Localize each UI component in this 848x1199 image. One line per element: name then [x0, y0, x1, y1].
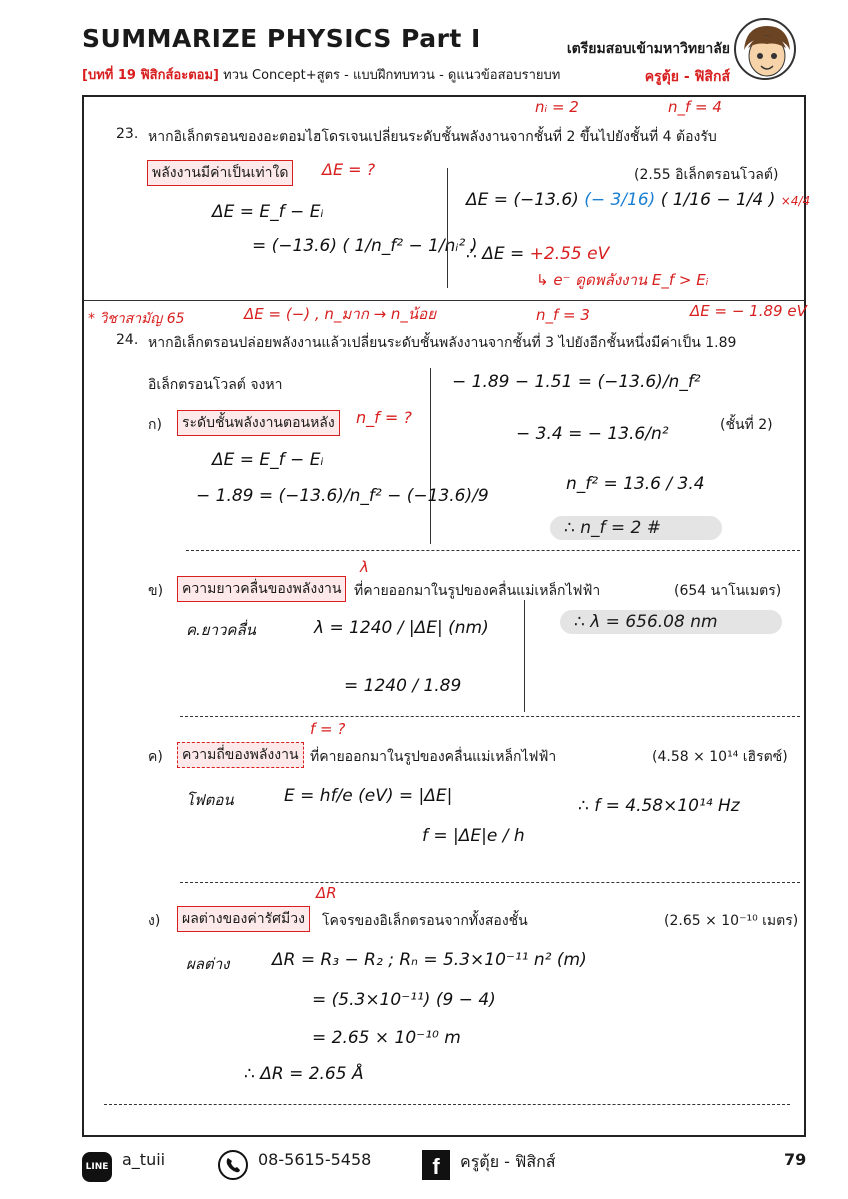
q23-answer: (2.55 อิเล็กตรอนโวลต์) — [634, 167, 779, 183]
q24a-box: ระดับชั้นพลังงานตอนหลัง — [177, 410, 340, 436]
q23-hw-r2-a: ∴ ΔE = — [466, 244, 525, 264]
page-title: SUMMARIZE PHYSICS Part I — [82, 24, 481, 53]
header-author: ครูตุ้ย - ฟิสิกส์ — [644, 69, 730, 85]
q24a-r2: − 3.4 = − 13.6/n² — [516, 424, 669, 444]
q24c-label: ค) — [148, 749, 163, 765]
hw-delta-e-q: ΔE = ? — [322, 160, 376, 179]
divider-vertical — [447, 168, 448, 288]
divider-vertical-b — [524, 600, 525, 712]
q24a-l2: − 1.89 = (−13.6)/n_f² − (−13.6)/9 — [196, 486, 489, 506]
q24d-l0: ผลต่าง — [186, 955, 230, 973]
avatar — [734, 18, 796, 80]
header-subtitle — [82, 64, 560, 85]
q24c-answer: (4.58 × 10¹⁴ เฮิรตซ์) — [652, 749, 788, 765]
hw-ni: nᵢ = 2 — [535, 98, 579, 116]
q24c-result: ∴ f = 4.58×10¹⁴ Hz — [578, 796, 740, 816]
q23-hw-r1 — [466, 190, 810, 210]
q24d-l4: ∴ ΔR = 2.65 Å — [244, 1064, 364, 1084]
q24a-hw-q: n_f = ? — [356, 408, 412, 427]
q23-number: 23. — [116, 126, 139, 142]
q24a-result: ∴ n_f = 2 # — [550, 516, 722, 540]
q24d-l3: = 2.65 × 10⁻¹⁰ m — [312, 1028, 461, 1048]
cartoon-face-icon — [736, 20, 796, 80]
q24b-l1: λ = 1240 / |ΔE| (nm) — [314, 618, 489, 638]
q24c-text: ที่คายออกมาในรูปของคลื่นแม่เหล็กไฟฟ้า — [310, 749, 557, 765]
facebook-icon: f — [422, 1150, 450, 1180]
q24b-text: ที่คายออกมาในรูปของคลื่นแม่เหล็กไฟฟ้า — [354, 583, 601, 599]
q24a-answer: (ชั้นที่ 2) — [720, 417, 773, 433]
q24a-l1: ΔE = E_f − Eᵢ — [212, 450, 324, 470]
q24d-hw-q: ΔR — [316, 884, 337, 902]
q24c-l1: E = hf/e (eV) = |ΔE| — [284, 786, 453, 806]
section-separator — [84, 300, 804, 301]
q23-hw-r2-red: +2.55 eV — [529, 244, 610, 264]
note-right: ΔE = − 1.89 eV — [690, 302, 807, 320]
line-id: a_tuii — [122, 1150, 166, 1169]
q23-text: หากอิเล็กตรอนของอะตอมไฮโดรเจนเปลี่ยนระดับชั้นพลังงานจากชั้นที่ 2 ขึ้นไปยังชั้นที่ 4 ต้องรับ — [148, 129, 717, 145]
line-icon: LINE — [82, 1152, 112, 1182]
q24d-answer: (2.65 × 10⁻¹⁰ เมตร) — [664, 913, 799, 929]
q24a-r1: − 1.89 − 1.51 = (−13.6)/n_f² — [452, 372, 701, 392]
q24a-label: ก) — [148, 417, 162, 433]
q23-hw-line1: ΔE = E_f − Eᵢ — [212, 202, 324, 222]
q24b-box: ความยาวคลื่นของพลังงาน — [177, 576, 346, 602]
q24d-label: ง) — [148, 913, 161, 929]
q24d-l2: = (5.3×10⁻¹¹) (9 − 4) — [312, 990, 496, 1010]
q24-text: หากอิเล็กตรอนปล่อยพลังงานแล้วเปลี่ยนระดับชั้นพลังงานจากชั้นที่ 3 ไปยังอีกชั้นหนึ่งมีค่าเป็น 1.89 — [148, 335, 737, 351]
q24b-result: ∴ λ = 656.08 nm — [560, 610, 782, 634]
q24d-box: ผลต่างของค่ารัศมีวง — [177, 906, 310, 932]
q24b-hw-lambda: λ — [360, 558, 369, 576]
dashed-divider-3 — [180, 882, 800, 883]
header-right-title: เตรียมสอบเข้ามหาวิทยาลัย — [566, 41, 730, 57]
q24a-r3: n_f² = 13.6 / 3.4 — [566, 474, 705, 494]
subtitle-text: ทวน Concept+สูตร - แบบฝึกทบทวน - ดูแนวข้อสอบรายบท — [223, 68, 561, 83]
q23-hw-line2: = (−13.6) ( 1/n_f² − 1/nᵢ² ) — [252, 236, 478, 256]
phone-icon — [218, 1150, 248, 1180]
q23-hw-r3: ↳ e⁻ ดูดพลังงาน E_f > Eᵢ — [536, 271, 709, 289]
q24c-l0: โฟตอน — [186, 791, 234, 809]
q24b-label: ข) — [148, 583, 164, 599]
q24d-text: โคจรของอิเล็กตรอนจากทั้งสองชั้น — [322, 913, 528, 929]
q24b-answer: (654 นาโนเมตร) — [674, 583, 782, 599]
q23-hw-r1-a: ΔE = (−13.6) — [466, 190, 579, 210]
q24-number: 24. — [116, 332, 139, 348]
q24b-l0: ค.ยาวคลื่น — [186, 621, 256, 639]
hw-nf: n_f = 4 — [668, 98, 722, 116]
page-number: 79 — [784, 1150, 807, 1169]
q24-text2: อิเล็กตรอนโวลต์ จงหา — [148, 377, 283, 393]
facebook-name: ครูตุ้ย - ฟิสิกส์ — [460, 1152, 556, 1171]
q23-hw-r2 — [466, 244, 609, 264]
q24b-l2: = 1240 / 1.89 — [344, 676, 462, 696]
q24c-hw-q: f = ? — [310, 720, 346, 738]
dashed-divider-2 — [180, 716, 800, 717]
dashed-divider-bottom — [104, 1104, 790, 1105]
note-mid: ΔE = (−) , n_มาก → n_น้อย — [244, 305, 436, 323]
q23-hw-r1-red: ×4/4 — [780, 194, 811, 208]
note-left: * วิชาสามัญ 65 — [88, 311, 185, 327]
q23-box: พลังงานมีค่าเป็นเท่าใด — [147, 160, 293, 186]
note-nf: n_f = 3 — [536, 306, 590, 324]
q24c-l2: f = |ΔE|e / h — [422, 826, 525, 846]
divider-vertical-a — [430, 368, 431, 544]
phone-number: 08-5615-5458 — [258, 1150, 372, 1169]
q24d-l1: ΔR = R₃ − R₂ ; Rₙ = 5.3×10⁻¹¹ n² (m) — [272, 950, 587, 970]
dashed-divider-1 — [186, 550, 800, 551]
q23-hw-r1-blue: (− 3/16) — [584, 190, 656, 210]
q23-hw-r1-b: ( 1/16 − 1/4 ) — [660, 190, 776, 210]
q24c-box: ความถี่ของพลังงาน — [177, 742, 304, 768]
chapter-label: [บทที่ 19 ฟิสิกส์อะตอม] — [82, 68, 219, 83]
